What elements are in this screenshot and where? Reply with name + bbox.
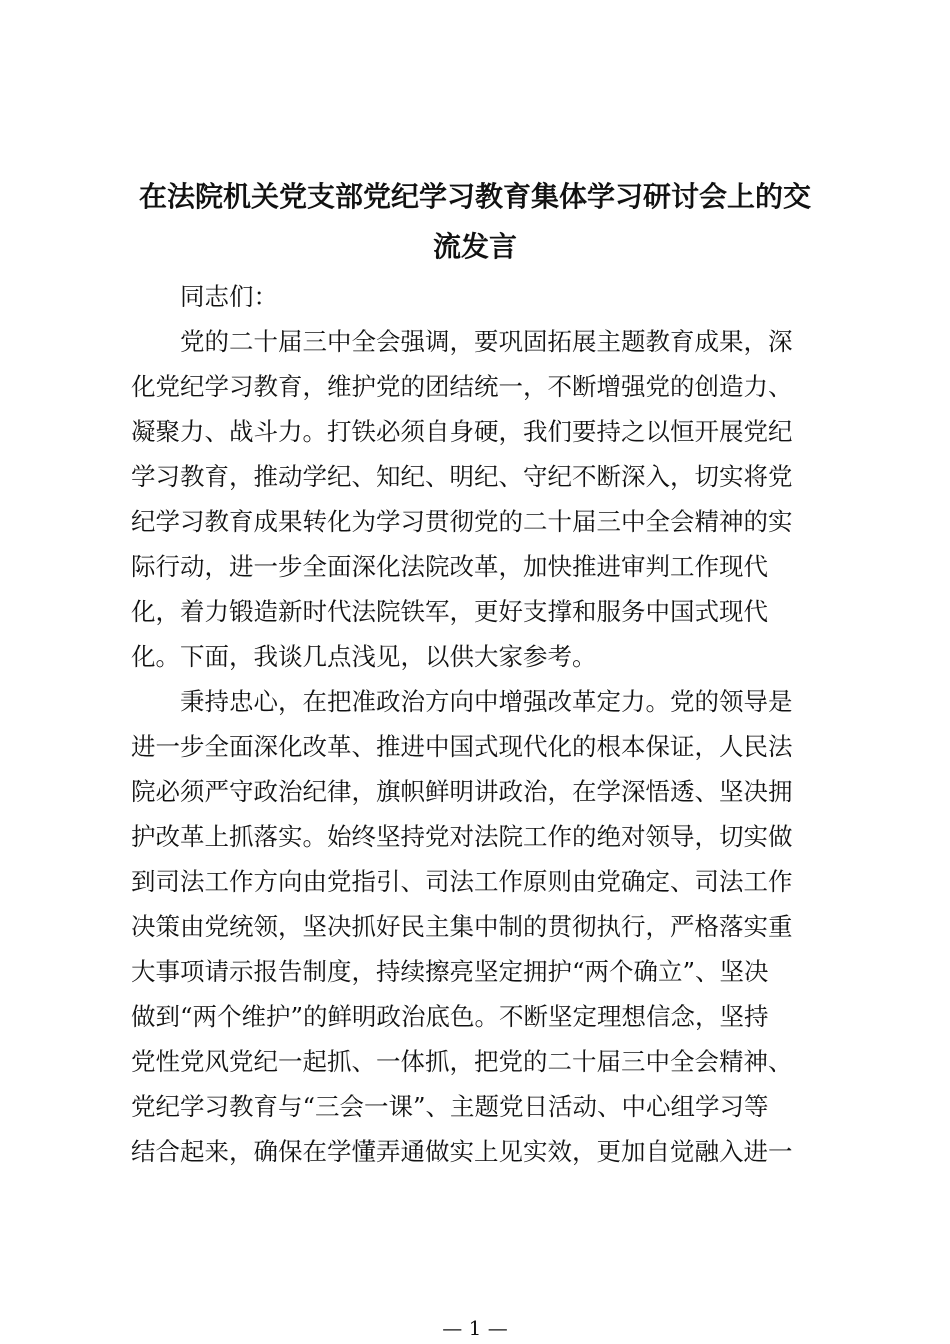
paragraph-line: 党的二十届三中全会强调，要巩固拓展主题教育成果，深 — [180, 327, 793, 356]
document-body — [131, 274, 821, 1174]
paragraph-line: 纪学习教育成果转化为学习贯彻党的二十届三中全会精神的实 — [131, 507, 793, 536]
title-line-1: 在法院机关党支部党纪学习教育集体学习研讨会上的交 — [138, 180, 811, 213]
paragraph-line: 化党纪学习教育，维护党的团结统一，不断增强党的创造力、 — [131, 372, 793, 401]
paragraph-line: 院必须严守政治纪律，旗帜鲜明讲政治，在学深悟透、坚决拥 — [131, 777, 793, 806]
paragraph-line: 决策由党统领，坚决抓好民主集中制的贯彻执行，严格落实重 — [131, 912, 793, 941]
paragraph-line: 结合起来，确保在学懂弄通做实上见实效，更加自觉融入进一 — [131, 1137, 793, 1166]
paragraph-line: 党性党风党纪一起抓、一体抓，把党的二十届三中全会精神、 — [131, 1047, 793, 1076]
paragraph-line: 际行动，进一步全面深化法院改革，加快推进审判工作现代 — [131, 552, 768, 581]
paragraph-line: 大事项请示报告制度，持续擦亮坚定拥护“两个确立”、坚决 — [131, 957, 769, 986]
paragraph-line: 党纪学习教育与“三会一课”、主题党日活动、中心组学习等 — [131, 1092, 769, 1121]
page-number: — 1 — — [442, 1316, 508, 1340]
document-title — [128, 172, 822, 272]
paragraph-line: 凝聚力、战斗力。打铁必须自身硬，我们要持之以恒开展党纪 — [131, 417, 793, 446]
paragraph-line: 化，着力锻造新时代法院铁军，更好支撑和服务中国式现代 — [131, 597, 768, 626]
salutation: 同志们： — [180, 282, 278, 311]
title-line-2: 流发言 — [432, 230, 517, 263]
paragraph-line: 化。下面，我谈几点浅见，以供大家参考。 — [131, 642, 597, 671]
paragraph-line: 护改革上抓落实。始终坚持党对法院工作的绝对领导，切实做 — [131, 822, 793, 851]
paragraph-line: 做到“两个维护”的鲜明政治底色。不断坚定理想信念，坚持 — [131, 1002, 769, 1031]
paragraph-line: 到司法工作方向由党指引、司法工作原则由党确定、司法工作 — [131, 867, 793, 896]
paragraph-line: 秉持忠心，在把准政治方向中增强改革定力。党的领导是 — [180, 687, 793, 716]
paragraph-line: 学习教育，推动学纪、知纪、明纪、守纪不断深入，切实将党 — [131, 462, 793, 491]
paragraph-line: 进一步全面深化改革、推进中国式现代化的根本保证，人民法 — [131, 732, 793, 761]
